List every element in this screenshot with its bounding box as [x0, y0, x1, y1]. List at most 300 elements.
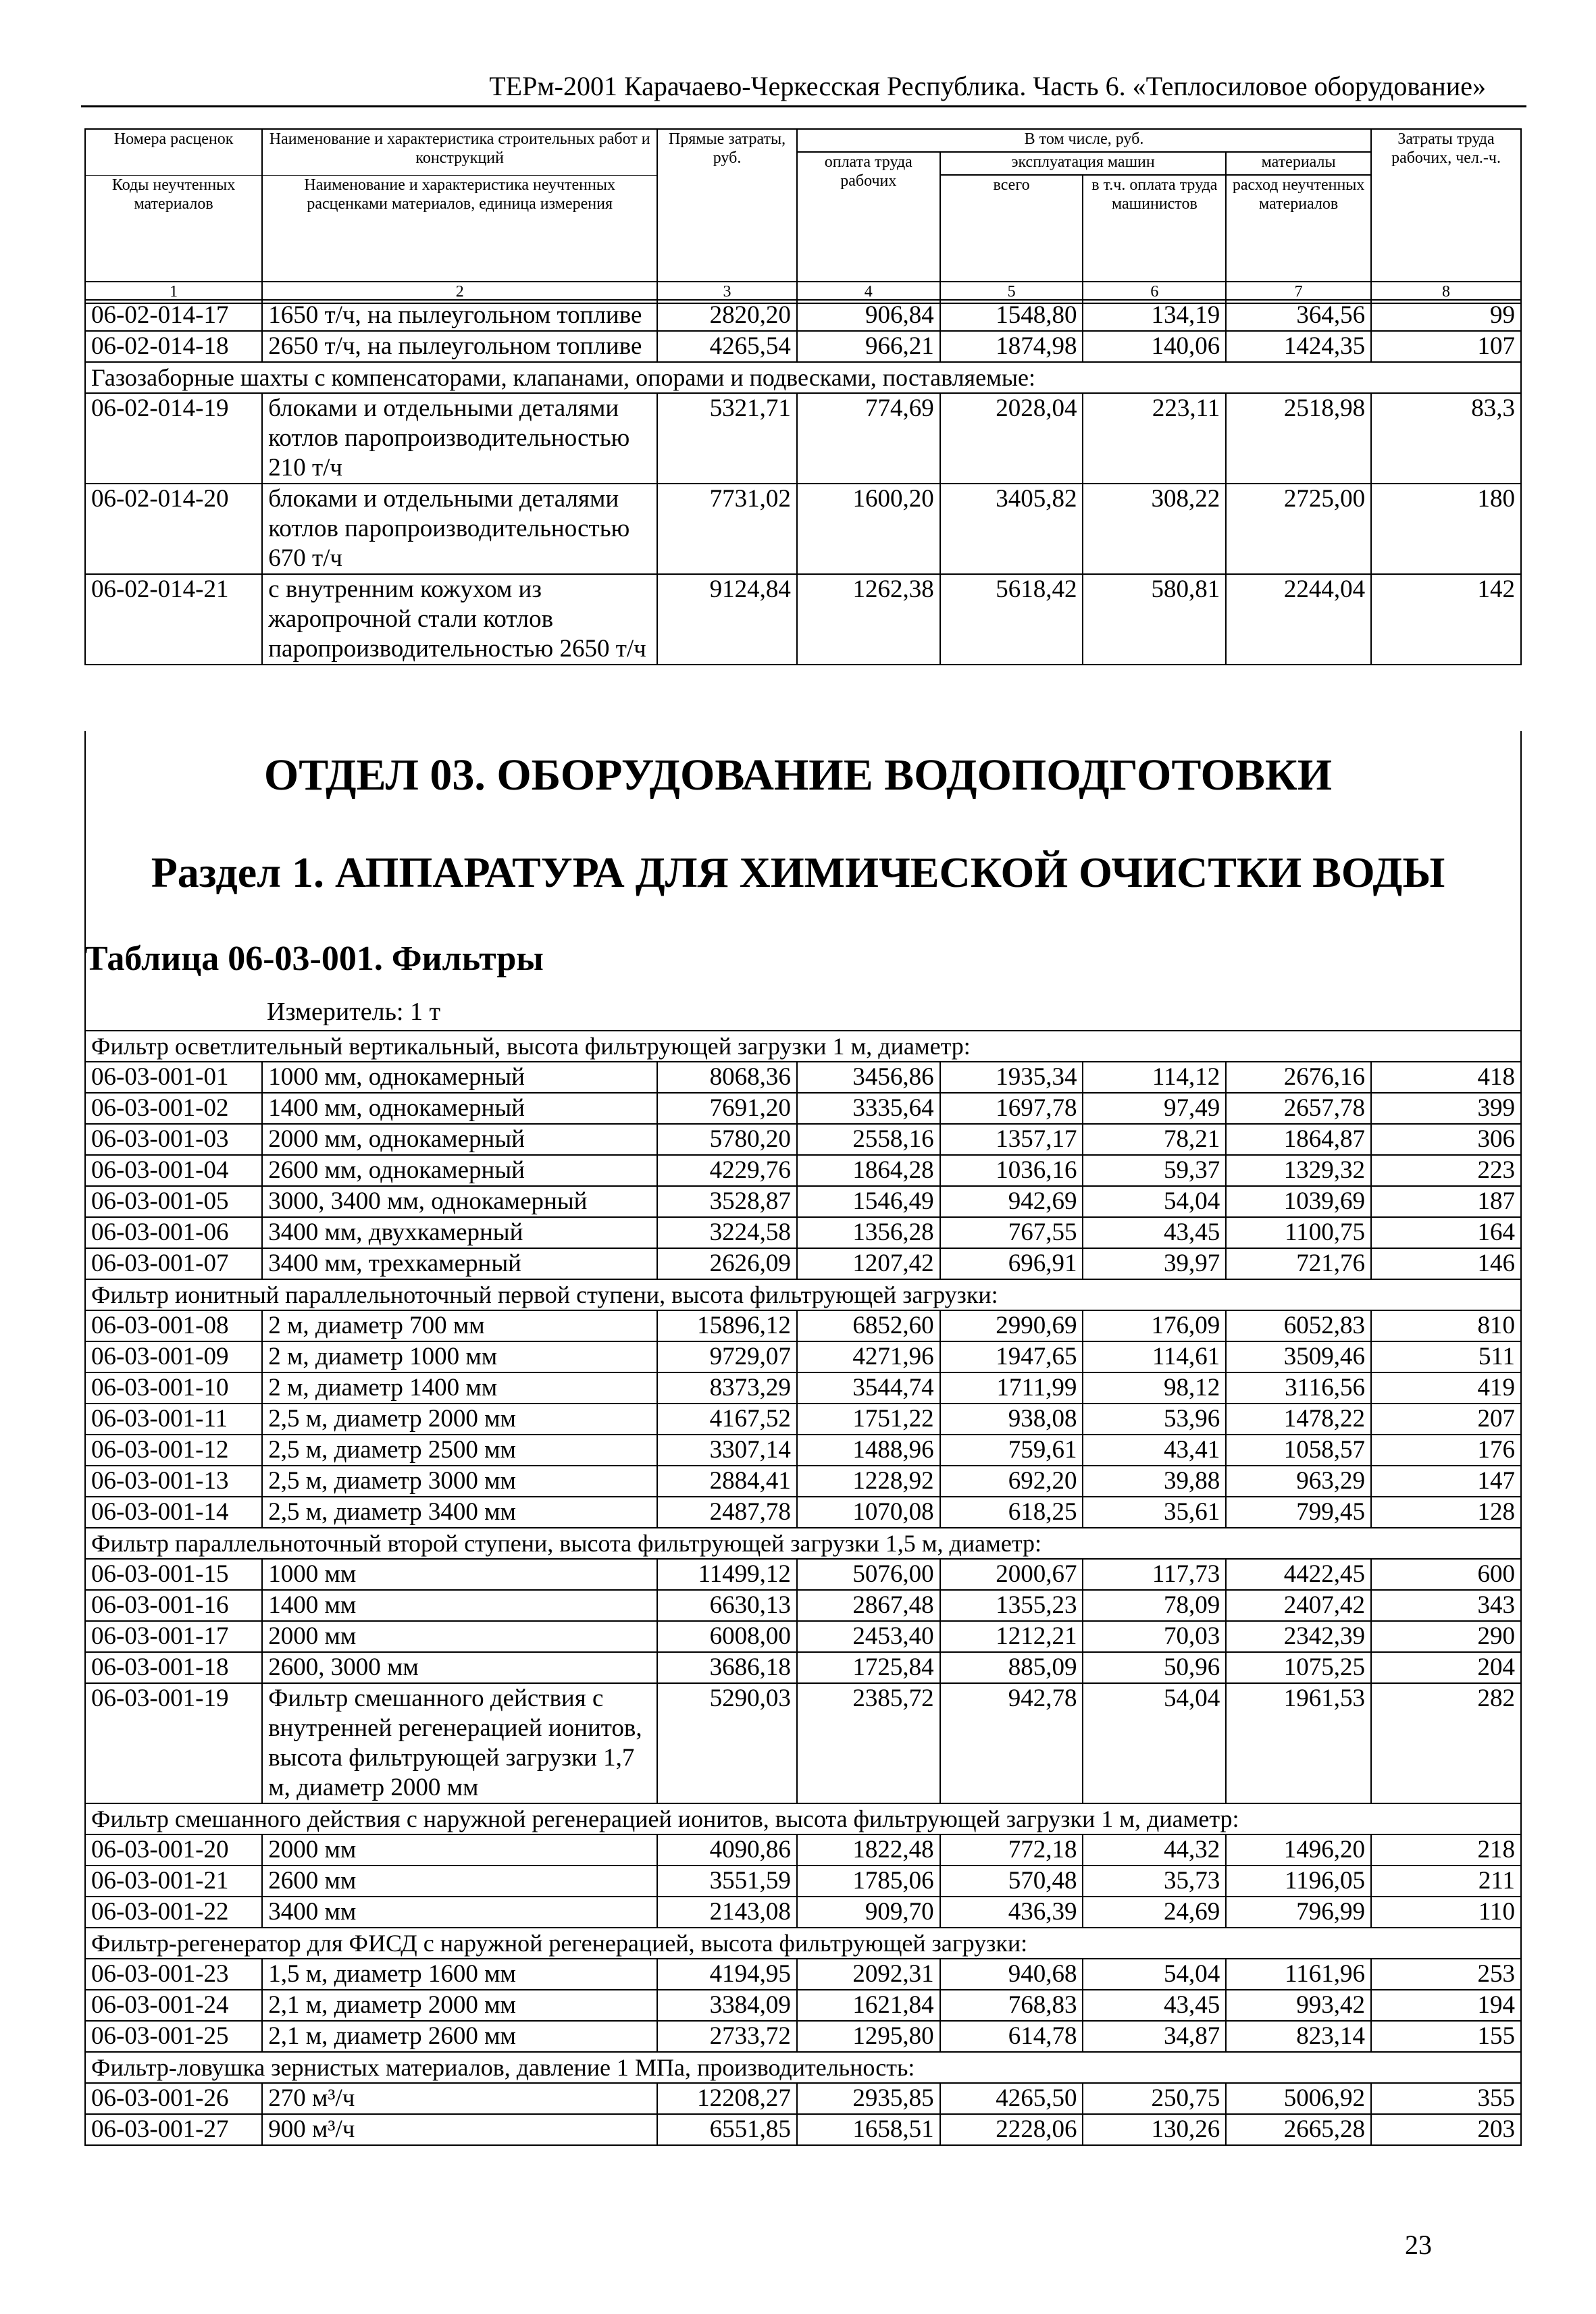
group-heading: Фильтр ионитный параллельноточный первой ступени, высота фильтрующей загрузки: [85, 1279, 1521, 1310]
labor-wages: 1207,42 [797, 1248, 940, 1279]
direct-cost: 3528,87 [657, 1186, 797, 1217]
machinist-wages: 250,75 [1083, 2083, 1226, 2114]
rate-code: 06-03-001-26 [85, 2083, 262, 2114]
col-number: 5 [940, 282, 1083, 303]
rate-code: 06-03-001-13 [85, 1466, 262, 1497]
labor-hours: 99 [1371, 300, 1521, 331]
rate-name: 2,5 м, диаметр 2500 мм [262, 1435, 657, 1466]
labor-wages: 1488,96 [797, 1435, 940, 1466]
machines-total: 2990,69 [940, 1310, 1083, 1341]
materials-cost: 1196,05 [1226, 1866, 1371, 1897]
rate-code: 06-03-001-02 [85, 1093, 262, 1124]
machines-total: 570,48 [940, 1866, 1083, 1897]
rate-name: 3400 мм, трехкамерный [262, 1248, 657, 1279]
running-header: ТЕРм-2001 Карачаево-Черкесская Республика. Часть 6. «Теплосиловое оборудование» [489, 71, 1486, 101]
table-row [85, 1897, 1521, 1928]
direct-cost: 9729,07 [657, 1341, 797, 1372]
labor-wages: 1658,51 [797, 2114, 940, 2145]
machines-total: 759,61 [940, 1435, 1083, 1466]
col-materials-header: материалы [1226, 152, 1371, 175]
col-number: 1 [85, 282, 262, 303]
rate-name: 2600 мм, однокамерный [262, 1155, 657, 1186]
labor-hours: 194 [1371, 1990, 1521, 2021]
materials-cost: 796,99 [1226, 1897, 1371, 1928]
labor-wages: 3456,86 [797, 1062, 940, 1093]
table-row [85, 1959, 1521, 1990]
col-number: 6 [1083, 282, 1226, 303]
table-row [85, 1590, 1521, 1621]
machines-total: 1711,99 [940, 1372, 1083, 1404]
materials-cost: 2342,39 [1226, 1621, 1371, 1652]
rate-code: 06-03-001-08 [85, 1310, 262, 1341]
col-number: 4 [797, 282, 940, 303]
rate-name: 1000 мм, однокамерный [262, 1062, 657, 1093]
rate-name: 1400 мм [262, 1590, 657, 1621]
labor-wages: 1822,48 [797, 1834, 940, 1866]
rate-name: 2 м, диаметр 700 мм [262, 1310, 657, 1341]
labor-wages: 1785,06 [797, 1866, 940, 1897]
direct-cost: 6551,85 [657, 2114, 797, 2145]
machinist-wages: 223,11 [1083, 393, 1226, 484]
rate-code: 06-03-001-12 [85, 1435, 262, 1466]
labor-wages: 966,21 [797, 331, 940, 362]
direct-cost: 4194,95 [657, 1959, 797, 1990]
labor-wages: 3335,64 [797, 1093, 940, 1124]
materials-cost: 6052,83 [1226, 1310, 1371, 1341]
rate-name: 270 м³/ч [262, 2083, 657, 2114]
labor-wages: 5076,00 [797, 1559, 940, 1590]
table-row [85, 393, 1521, 484]
labor-wages: 909,70 [797, 1897, 940, 1928]
labor-wages: 1725,84 [797, 1652, 940, 1683]
labor-wages: 1356,28 [797, 1217, 940, 1248]
table-row [85, 1621, 1521, 1652]
col-labor-wages-header: оплата труда рабочих [797, 152, 940, 282]
rate-code: 06-02-014-17 [85, 300, 262, 331]
labor-wages: 4271,96 [797, 1341, 940, 1372]
labor-hours: 600 [1371, 1559, 1521, 1590]
labor-wages: 1600,20 [797, 484, 940, 574]
materials-cost: 4422,45 [1226, 1559, 1371, 1590]
labor-hours: 810 [1371, 1310, 1521, 1341]
direct-cost: 2487,78 [657, 1497, 797, 1528]
rate-code: 06-03-001-06 [85, 1217, 262, 1248]
direct-cost: 4265,54 [657, 331, 797, 362]
rate-name: 1000 мм [262, 1559, 657, 1590]
materials-cost: 963,29 [1226, 1466, 1371, 1497]
machinist-wages: 70,03 [1083, 1621, 1226, 1652]
col-machines-header: эксплуатация машин [940, 152, 1227, 175]
table-row [85, 300, 1521, 331]
machinist-wages: 39,88 [1083, 1466, 1226, 1497]
materials-cost: 1496,20 [1226, 1834, 1371, 1866]
labor-wages: 1228,92 [797, 1466, 940, 1497]
direct-cost: 12208,27 [657, 2083, 797, 2114]
table-row [85, 2114, 1521, 2145]
machines-total: 436,39 [940, 1897, 1083, 1928]
machinist-wages: 140,06 [1083, 331, 1226, 362]
table-row [85, 1155, 1521, 1186]
table-row [85, 2083, 1521, 2114]
materials-cost: 2665,28 [1226, 2114, 1371, 2145]
rate-name: 2 м, диаметр 1000 мм [262, 1341, 657, 1372]
machinist-wages: 54,04 [1083, 1683, 1226, 1803]
rate-code: 06-03-001-11 [85, 1404, 262, 1435]
labor-hours: 83,3 [1371, 393, 1521, 484]
labor-hours: 418 [1371, 1062, 1521, 1093]
rate-code: 06-03-001-25 [85, 2021, 262, 2052]
table-row [85, 1466, 1521, 1497]
machines-total: 940,68 [940, 1959, 1083, 1990]
materials-cost: 2725,00 [1226, 484, 1371, 574]
col-direct-cost-header: Прямые затраты, руб. [657, 129, 797, 282]
rate-code: 06-03-001-15 [85, 1559, 262, 1590]
direct-cost: 3307,14 [657, 1435, 797, 1466]
materials-cost: 1161,96 [1226, 1959, 1371, 1990]
labor-hours: 107 [1371, 331, 1521, 362]
materials-cost: 823,14 [1226, 2021, 1371, 2052]
col-labor-hours-header: Затраты труда рабочих, чел.-ч. [1371, 129, 1521, 282]
table-row [85, 1404, 1521, 1435]
rate-code: 06-03-001-24 [85, 1990, 262, 2021]
machines-total: 768,83 [940, 1990, 1083, 2021]
labor-wages: 906,84 [797, 300, 940, 331]
direct-cost: 2820,20 [657, 300, 797, 331]
rate-code: 06-03-001-23 [85, 1959, 262, 1990]
machines-total: 2228,06 [940, 2114, 1083, 2145]
machines-total: 1697,78 [940, 1093, 1083, 1124]
table-row [85, 1866, 1521, 1897]
materials-cost: 2676,16 [1226, 1062, 1371, 1093]
table-row [85, 1217, 1521, 1248]
direct-cost: 2733,72 [657, 2021, 797, 2052]
materials-cost: 364,56 [1226, 300, 1371, 331]
materials-cost: 2657,78 [1226, 1093, 1371, 1124]
labor-wages: 2935,85 [797, 2083, 940, 2114]
rate-code: 06-03-001-03 [85, 1124, 262, 1155]
machinist-wages: 44,32 [1083, 1834, 1226, 1866]
unit-of-measure: Измеритель: 1 т [267, 998, 441, 1026]
labor-wages: 1546,49 [797, 1186, 940, 1217]
col-including-header: В том числе, руб. [797, 129, 1371, 152]
rate-code: 06-03-001-16 [85, 1590, 262, 1621]
rate-name: 2000 мм [262, 1621, 657, 1652]
col-machines-total-header: всего [940, 175, 1083, 282]
machines-total: 885,09 [940, 1652, 1083, 1683]
materials-cost: 1478,22 [1226, 1404, 1371, 1435]
rate-name: 2000 мм, однокамерный [262, 1124, 657, 1155]
machines-total: 4265,50 [940, 2083, 1083, 2114]
labor-wages: 6852,60 [797, 1310, 940, 1341]
table-row [85, 574, 1521, 665]
labor-wages: 2385,72 [797, 1683, 940, 1803]
labor-wages: 1621,84 [797, 1990, 940, 2021]
labor-wages: 2558,16 [797, 1124, 940, 1155]
materials-cost: 5006,92 [1226, 2083, 1371, 2114]
group-heading: Фильтр смешанного действия с наружной регенерацией ионитов, высота фильтрующей загрузки 1 м, диаметр: [85, 1803, 1521, 1834]
machines-total: 1036,16 [940, 1155, 1083, 1186]
direct-cost: 3686,18 [657, 1652, 797, 1683]
rate-code: 06-03-001-20 [85, 1834, 262, 1866]
rate-name: 3400 мм [262, 1897, 657, 1928]
labor-hours: 180 [1371, 484, 1521, 574]
col-material-codes-header: Коды неучтенных материалов [85, 175, 262, 282]
labor-hours: 290 [1371, 1621, 1521, 1652]
rate-name: 2,5 м, диаметр 3400 мм [262, 1497, 657, 1528]
direct-cost: 2143,08 [657, 1897, 797, 1928]
machinist-wages: 130,26 [1083, 2114, 1226, 2145]
rate-code: 06-03-001-27 [85, 2114, 262, 2145]
machinist-wages: 176,09 [1083, 1310, 1226, 1341]
direct-cost: 4167,52 [657, 1404, 797, 1435]
rate-name: блоками и отдельными деталями котлов паропроизводительностью 670 т/ч [262, 484, 657, 574]
rate-code: 06-02-014-18 [85, 331, 262, 362]
direct-cost: 11499,12 [657, 1559, 797, 1590]
group-heading: Фильтр осветлительный вертикальный, высота фильтрующей загрузки 1 м, диаметр: [85, 1031, 1521, 1062]
labor-hours: 399 [1371, 1093, 1521, 1124]
materials-cost: 1058,57 [1226, 1435, 1371, 1466]
direct-cost: 8373,29 [657, 1372, 797, 1404]
machinist-wages: 78,21 [1083, 1124, 1226, 1155]
rate-name: 1400 мм, однокамерный [262, 1093, 657, 1124]
machines-total: 1935,34 [940, 1062, 1083, 1093]
machines-total: 772,18 [940, 1834, 1083, 1866]
col-number: 2 [262, 282, 657, 303]
col-materials-cost-header: расход неучтенных материалов [1226, 175, 1371, 282]
machinist-wages: 43,45 [1083, 1990, 1226, 2021]
machines-total: 3405,82 [940, 484, 1083, 574]
table-row [85, 1559, 1521, 1590]
labor-hours: 204 [1371, 1652, 1521, 1683]
machines-total: 767,55 [940, 1217, 1083, 1248]
table-row [85, 1310, 1521, 1341]
direct-cost: 7691,20 [657, 1093, 797, 1124]
machines-total: 942,78 [940, 1683, 1083, 1803]
rate-code: 06-03-001-22 [85, 1897, 262, 1928]
rate-name: с внутренним кожухом из жаропрочной стали котлов паропроизводительностью 2650 т/ч [262, 574, 657, 665]
machines-total: 1355,23 [940, 1590, 1083, 1621]
labor-hours: 211 [1371, 1866, 1521, 1897]
rate-code: 06-03-001-18 [85, 1652, 262, 1683]
labor-wages: 1295,80 [797, 2021, 940, 2052]
column-header-table [84, 128, 1522, 304]
rate-name: 900 м³/ч [262, 2114, 657, 2145]
materials-cost: 3116,56 [1226, 1372, 1371, 1404]
group-heading: Фильтр-ловушка зернистых материалов, давление 1 МПа, производительность: [85, 2052, 1521, 2083]
rate-name: 2600, 3000 мм [262, 1652, 657, 1683]
rate-code: 06-02-014-20 [85, 484, 262, 574]
machinist-wages: 134,19 [1083, 300, 1226, 331]
labor-hours: 128 [1371, 1497, 1521, 1528]
rate-name: Фильтр смешанного действия с внутренней регенерацией ионитов, высота фильтрующей загрузки 1,7 м, диаметр 2000 мм [262, 1683, 657, 1803]
direct-cost: 8068,36 [657, 1062, 797, 1093]
direct-cost: 4229,76 [657, 1155, 797, 1186]
rate-code: 06-03-001-17 [85, 1621, 262, 1652]
col-codes-header: Номера расценок [85, 129, 262, 175]
labor-hours: 187 [1371, 1186, 1521, 1217]
machinist-wages: 59,37 [1083, 1155, 1226, 1186]
rate-name: 2,5 м, диаметр 3000 мм [262, 1466, 657, 1497]
materials-cost: 799,45 [1226, 1497, 1371, 1528]
filters-table [84, 1030, 1522, 2146]
machines-total: 5618,42 [940, 574, 1083, 665]
labor-hours: 146 [1371, 1248, 1521, 1279]
labor-wages: 2867,48 [797, 1590, 940, 1621]
table-row [85, 1124, 1521, 1155]
group-heading: Газозаборные шахты с компенсаторами, клапанами, опорами и подвесками, поставляемые: [85, 362, 1521, 393]
materials-cost: 1864,87 [1226, 1124, 1371, 1155]
labor-hours: 110 [1371, 1897, 1521, 1928]
machines-total: 692,20 [940, 1466, 1083, 1497]
machinist-wages: 114,12 [1083, 1062, 1226, 1093]
materials-cost: 2407,42 [1226, 1590, 1371, 1621]
labor-hours: 203 [1371, 2114, 1521, 2145]
rate-code: 06-03-001-14 [85, 1497, 262, 1528]
group-heading: Фильтр параллельноточный второй ступени, высота фильтрующей загрузки 1,5 м, диаметр: [85, 1528, 1521, 1559]
direct-cost: 3384,09 [657, 1990, 797, 2021]
machinist-wages: 35,73 [1083, 1866, 1226, 1897]
rate-code: 06-03-001-01 [85, 1062, 262, 1093]
materials-cost: 1100,75 [1226, 1217, 1371, 1248]
machinist-wages: 78,09 [1083, 1590, 1226, 1621]
direct-cost: 5780,20 [657, 1124, 797, 1155]
materials-cost: 3509,46 [1226, 1341, 1371, 1372]
machines-total: 942,69 [940, 1186, 1083, 1217]
machines-total: 2000,67 [940, 1559, 1083, 1590]
col-number: 7 [1226, 282, 1371, 303]
page-number: 23 [1405, 2230, 1432, 2260]
rate-code: 06-03-001-10 [85, 1372, 262, 1404]
rate-name: 2000 мм [262, 1834, 657, 1866]
machines-total: 1874,98 [940, 331, 1083, 362]
materials-cost: 2244,04 [1226, 574, 1371, 665]
machines-total: 2028,04 [940, 393, 1083, 484]
labor-wages: 3544,74 [797, 1372, 940, 1404]
labor-hours: 147 [1371, 1466, 1521, 1497]
rate-name: 2 м, диаметр 1400 мм [262, 1372, 657, 1404]
machinist-wages: 117,73 [1083, 1559, 1226, 1590]
machinist-wages: 53,96 [1083, 1404, 1226, 1435]
labor-hours: 142 [1371, 574, 1521, 665]
table-row [85, 1248, 1521, 1279]
labor-hours: 355 [1371, 2083, 1521, 2114]
table-title: Таблица 06-03-001. Фильтры [84, 940, 544, 978]
col-material-name-header: Наименование и характеристика неучтенных расценками материалов, единица измерения [262, 175, 657, 282]
direct-cost: 4090,86 [657, 1834, 797, 1866]
table-row [85, 331, 1521, 362]
labor-hours: 176 [1371, 1435, 1521, 1466]
machines-total: 1548,80 [940, 300, 1083, 331]
rate-code: 06-03-001-07 [85, 1248, 262, 1279]
direct-cost: 2884,41 [657, 1466, 797, 1497]
table-row [85, 1834, 1521, 1866]
machinist-wages: 580,81 [1083, 574, 1226, 665]
rate-code: 06-03-001-04 [85, 1155, 262, 1186]
rate-code: 06-03-001-21 [85, 1866, 262, 1897]
labor-wages: 1262,38 [797, 574, 940, 665]
materials-cost: 721,76 [1226, 1248, 1371, 1279]
machinist-wages: 43,41 [1083, 1435, 1226, 1466]
direct-cost: 3224,58 [657, 1217, 797, 1248]
rate-name: 2600 мм [262, 1866, 657, 1897]
col-number: 3 [657, 282, 797, 303]
machinist-wages: 97,49 [1083, 1093, 1226, 1124]
rate-name: 2,1 м, диаметр 2600 мм [262, 2021, 657, 2052]
direct-cost: 2626,09 [657, 1248, 797, 1279]
machinist-wages: 114,61 [1083, 1341, 1226, 1372]
labor-hours: 253 [1371, 1959, 1521, 1990]
machines-total: 618,25 [940, 1497, 1083, 1528]
machinist-wages: 43,45 [1083, 1217, 1226, 1248]
machines-total: 696,91 [940, 1248, 1083, 1279]
labor-hours: 218 [1371, 1834, 1521, 1866]
table-row [85, 1062, 1521, 1093]
rate-code: 06-02-014-21 [85, 574, 262, 665]
labor-wages: 1751,22 [797, 1404, 940, 1435]
machines-total: 1357,17 [940, 1124, 1083, 1155]
machinist-wages: 39,97 [1083, 1248, 1226, 1279]
machinist-wages: 34,87 [1083, 2021, 1226, 2052]
machinist-wages: 50,96 [1083, 1652, 1226, 1683]
materials-cost: 1039,69 [1226, 1186, 1371, 1217]
materials-cost: 1329,32 [1226, 1155, 1371, 1186]
labor-wages: 1070,08 [797, 1497, 940, 1528]
labor-hours: 511 [1371, 1341, 1521, 1372]
table-row [85, 1093, 1521, 1124]
machines-total: 1947,65 [940, 1341, 1083, 1372]
machinist-wages: 35,61 [1083, 1497, 1226, 1528]
table-row [85, 1186, 1521, 1217]
table-row [85, 1372, 1521, 1404]
department-heading: ОТДЕЛ 03. ОБОРУДОВАНИЕ ВОДОПОДГОТОВКИ [263, 750, 1333, 800]
labor-hours: 306 [1371, 1124, 1521, 1155]
direct-cost: 6630,13 [657, 1590, 797, 1621]
machines-total: 938,08 [940, 1404, 1083, 1435]
labor-hours: 282 [1371, 1683, 1521, 1803]
labor-hours: 223 [1371, 1155, 1521, 1186]
direct-cost: 7731,02 [657, 484, 797, 574]
rate-code: 06-03-001-09 [85, 1341, 262, 1372]
col-machinist-wages-header: в т.ч. оплата труда машинистов [1083, 175, 1226, 282]
rate-name: 1650 т/ч, на пылеугольном топливе [262, 300, 657, 331]
direct-cost: 9124,84 [657, 574, 797, 665]
machinist-wages: 54,04 [1083, 1186, 1226, 1217]
machinist-wages: 54,04 [1083, 1959, 1226, 1990]
table-row [85, 1683, 1521, 1803]
labor-wages: 774,69 [797, 393, 940, 484]
table-row [85, 1341, 1521, 1372]
rate-name: 3400 мм, двухкамерный [262, 1217, 657, 1248]
machinist-wages: 308,22 [1083, 484, 1226, 574]
labor-hours: 164 [1371, 1217, 1521, 1248]
labor-hours: 155 [1371, 2021, 1521, 2052]
direct-cost: 15896,12 [657, 1310, 797, 1341]
materials-cost: 1424,35 [1226, 331, 1371, 362]
table-row [85, 1435, 1521, 1466]
machines-total: 1212,21 [940, 1621, 1083, 1652]
col-number: 8 [1371, 282, 1521, 303]
machinist-wages: 24,69 [1083, 1897, 1226, 1928]
rate-name: 3000, 3400 мм, однокамерный [262, 1186, 657, 1217]
machines-total: 614,78 [940, 2021, 1083, 2052]
direct-cost: 6008,00 [657, 1621, 797, 1652]
labor-wages: 2453,40 [797, 1621, 940, 1652]
materials-cost: 2518,98 [1226, 393, 1371, 484]
labor-hours: 419 [1371, 1372, 1521, 1404]
table-row [85, 484, 1521, 574]
materials-cost: 993,42 [1226, 1990, 1371, 2021]
machinist-wages: 98,12 [1083, 1372, 1226, 1404]
